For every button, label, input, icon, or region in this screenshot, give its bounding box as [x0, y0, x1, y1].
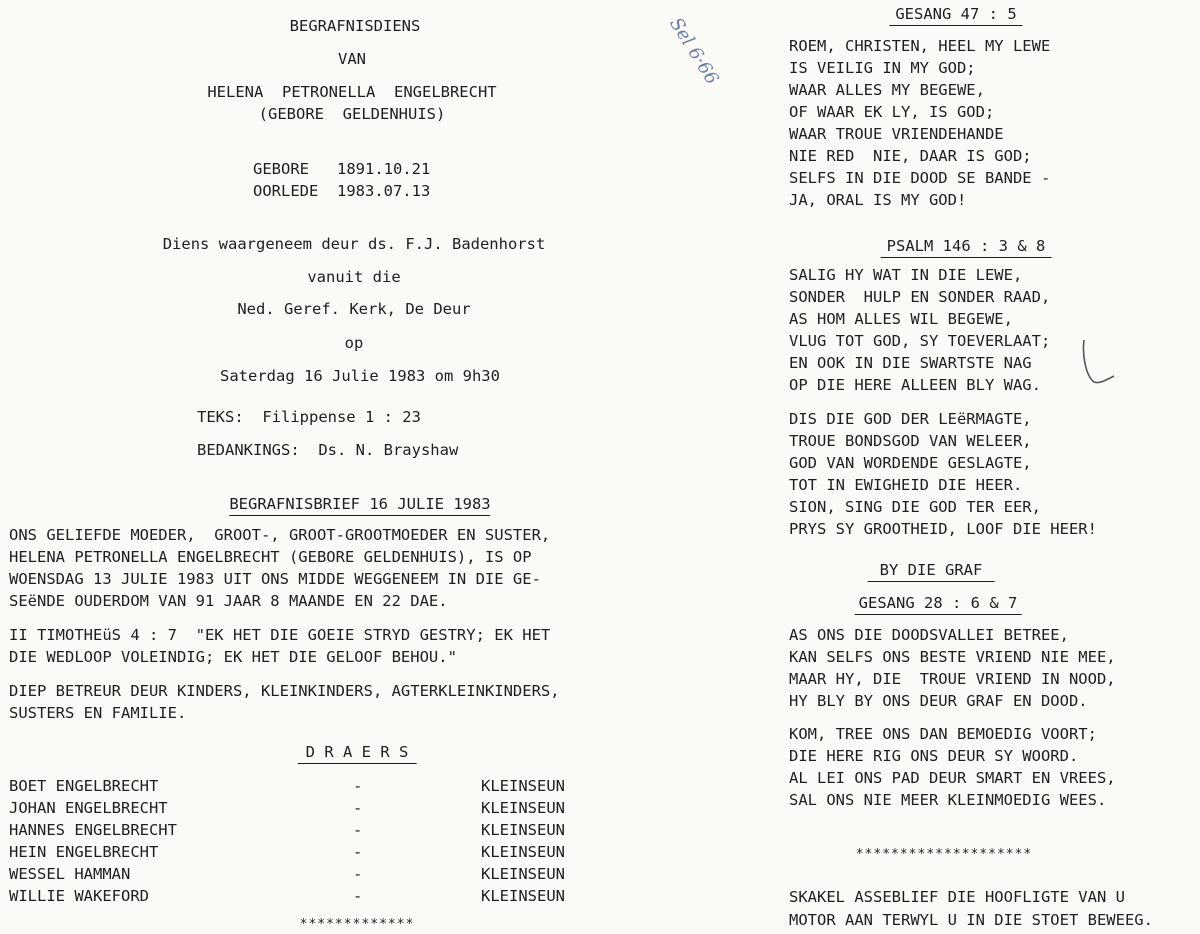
van-line: VAN: [338, 50, 366, 68]
bearer-dash: -: [353, 843, 363, 861]
grave-verse2-line: SAL ONS NIE MEER KLEINMOEDIG WEES.: [789, 791, 1107, 809]
bearer-relation: KLEINSEUN: [481, 821, 565, 839]
maiden-name: (GEBORE GELDENHUIS): [258, 105, 446, 123]
psalm-verse1-line: EN OOK IN DIE SWARTSTE NAG: [789, 354, 1032, 372]
psalm-verse1-line: OP DIE HERE ALLEEN BLY WAG.: [789, 376, 1041, 394]
letter-line: ONS GELIEFDE MOEDER, GROOT-, GROOT-GROOTMOEDER EN SUSTER,: [9, 526, 551, 544]
hymn1-line: ROEM, CHRISTEN, HEEL MY LEWE: [789, 37, 1051, 55]
psalm-verse2-line: TOT IN EWIGHEID DIE HEER.: [789, 476, 1023, 494]
letter-title: BEGRAFNISBRIEF 16 JULIE 1983: [229, 495, 490, 516]
pen-mark-icon: [1074, 336, 1118, 392]
notice-line: MOTOR AAN TERWYL U IN DIE STOET BEWEEG.: [789, 911, 1153, 929]
bearer-name: WILLIE WAKEFORD: [9, 887, 149, 905]
service-op: op: [344, 334, 364, 352]
mourners-line: SUSTERS EN FAMILIE.: [9, 704, 187, 722]
bearer-dash: -: [353, 865, 363, 883]
bearer-relation: KLEINSEUN: [481, 799, 565, 817]
hymn1-line: NIE RED NIE, DAAR IS GOD;: [789, 147, 1032, 165]
died-date: OORLEDE 1983.07.13: [253, 182, 431, 200]
hymn1-line: JA, ORAL IS MY GOD!: [789, 191, 967, 209]
letter-line: SEëNDE OUDERDOM VAN 91 JAAR 8 MAANDE EN 22 DAE.: [9, 592, 448, 610]
psalm-verse1-line: SALIG HY WAT IN DIE LEWE,: [789, 266, 1023, 284]
service-datetime: Saterdag 16 Julie 1983 om 9h30: [220, 367, 500, 385]
grave-verse2-line: AL LEI ONS PAD DEUR SMART EN VREES,: [789, 769, 1116, 787]
handwritten-note: Sel 6·66: [665, 14, 723, 89]
psalm-verse1-line: AS HOM ALLES WIL BEGEWE,: [789, 310, 1013, 328]
sermon-text: TEKS: Filippense 1 : 23: [197, 408, 421, 426]
grave-verse2-line: KOM, TREE ONS DAN BEMOEDIG VOORT;: [789, 725, 1097, 743]
born-date: GEBORE 1891.10.21: [253, 160, 431, 178]
grave-title: BY DIE GRAF: [868, 561, 995, 582]
bearer-name: BOET ENGELBRECHT: [9, 777, 159, 795]
deceased-name: HELENA PETRONELLA ENGELBRECHT: [207, 83, 497, 101]
mourners-line: DIEP BETREUR DEUR KINDERS, KLEINKINDERS, AGTERKLEINKINDERS,: [9, 682, 560, 700]
grave-verse1-line: MAAR HY, DIE TROUE VRIEND IN NOOD,: [789, 670, 1116, 688]
bearer-name: JOHAN ENGELBRECHT: [9, 799, 168, 817]
hymn1-title: GESANG 47 : 5: [889, 5, 1022, 26]
service-vanuit: vanuit die: [307, 268, 401, 286]
service-officiant: Diens waargeneem deur ds. F.J. Badenhorst: [162, 235, 546, 253]
bearer-relation: KLEINSEUN: [481, 843, 565, 861]
hymn1-line: SELFS IN DIE DOOD SE BANDE -: [789, 169, 1051, 187]
bearer-name: WESSEL HAMMAN: [9, 865, 131, 883]
grave-verse2-line: DIE HERE RIG ONS DEUR SY WOORD.: [789, 747, 1079, 765]
letter-line: WOENSDAG 13 JULIE 1983 UIT ONS MIDDE WEGGENEEM IN DIE GE-: [9, 570, 541, 588]
hymn1-line: OF WAAR EK LY, IS GOD;: [789, 103, 995, 121]
notice-line: SKAKEL ASSEBLIEF DIE HOOFLIGTE VAN U: [789, 888, 1125, 906]
left-stars-divider: *************: [299, 917, 415, 932]
psalm-title: PSALM 146 : 3 & 8: [881, 237, 1052, 258]
right-stars-divider: ********************: [855, 847, 1033, 862]
psalm-verse2-line: SION, SING DIE GOD TER EER,: [789, 498, 1041, 516]
grave-hymn-title: GESANG 28 : 6 & 7: [855, 594, 1022, 615]
bearer-dash: -: [353, 887, 363, 905]
document-title: BEGRAFNISDIENS: [289, 17, 421, 35]
grave-verse1-line: KAN SELFS ONS BESTE VRIEND NIE MEE,: [789, 648, 1116, 666]
bearers-title: D R A E R S: [298, 743, 417, 764]
psalm-verse2-line: PRYS SY GROOTHEID, LOOF DIE HEER!: [789, 520, 1097, 538]
bearer-relation: KLEINSEUN: [481, 887, 565, 905]
hymn1-line: WAAR TROUE VRIENDEHANDE: [789, 125, 1004, 143]
psalm-verse1-line: VLUG TOT GOD, SY TOEVERLAAT;: [789, 332, 1051, 350]
psalm-verse1-line: SONDER HULP EN SONDER RAAD,: [789, 288, 1051, 306]
thanks-line: BEDANKINGS: Ds. N. Brayshaw: [197, 441, 459, 459]
bearer-dash: -: [353, 821, 363, 839]
letter-line: HELENA PETRONELLA ENGELBRECHT (GEBORE GELDENHUIS), IS OP: [9, 548, 532, 566]
psalm-verse2-line: DIS DIE GOD DER LEëRMAGTE,: [789, 410, 1032, 428]
bearer-name: HEIN ENGELBRECHT: [9, 843, 159, 861]
psalm-verse2-line: GOD VAN WORDENDE GESLAGTE,: [789, 454, 1032, 472]
service-church: Ned. Geref. Kerk, De Deur: [237, 300, 471, 318]
scripture-line: DIE WEDLOOP VOLEINDIG; EK HET DIE GELOOF BEHOU.": [9, 648, 457, 666]
bearer-name: HANNES ENGELBRECHT: [9, 821, 177, 839]
bearer-relation: KLEINSEUN: [481, 865, 565, 883]
hymn1-line: IS VEILIG IN MY GOD;: [789, 59, 976, 77]
hymn1-line: WAAR ALLES MY BEGEWE,: [789, 81, 985, 99]
bearer-relation: KLEINSEUN: [481, 777, 565, 795]
grave-verse1-line: AS ONS DIE DOODSVALLEI BETREE,: [789, 626, 1069, 644]
bearer-dash: -: [353, 777, 363, 795]
grave-verse1-line: HY BLY BY ONS DEUR GRAF EN DOOD.: [789, 692, 1088, 710]
bearer-dash: -: [353, 799, 363, 817]
psalm-verse2-line: TROUE BONDSGOD VAN WELEER,: [789, 432, 1032, 450]
scripture-line: II TIMOTHEüS 4 : 7 "EK HET DIE GOEIE STRYD GESTRY; EK HET: [9, 626, 551, 644]
